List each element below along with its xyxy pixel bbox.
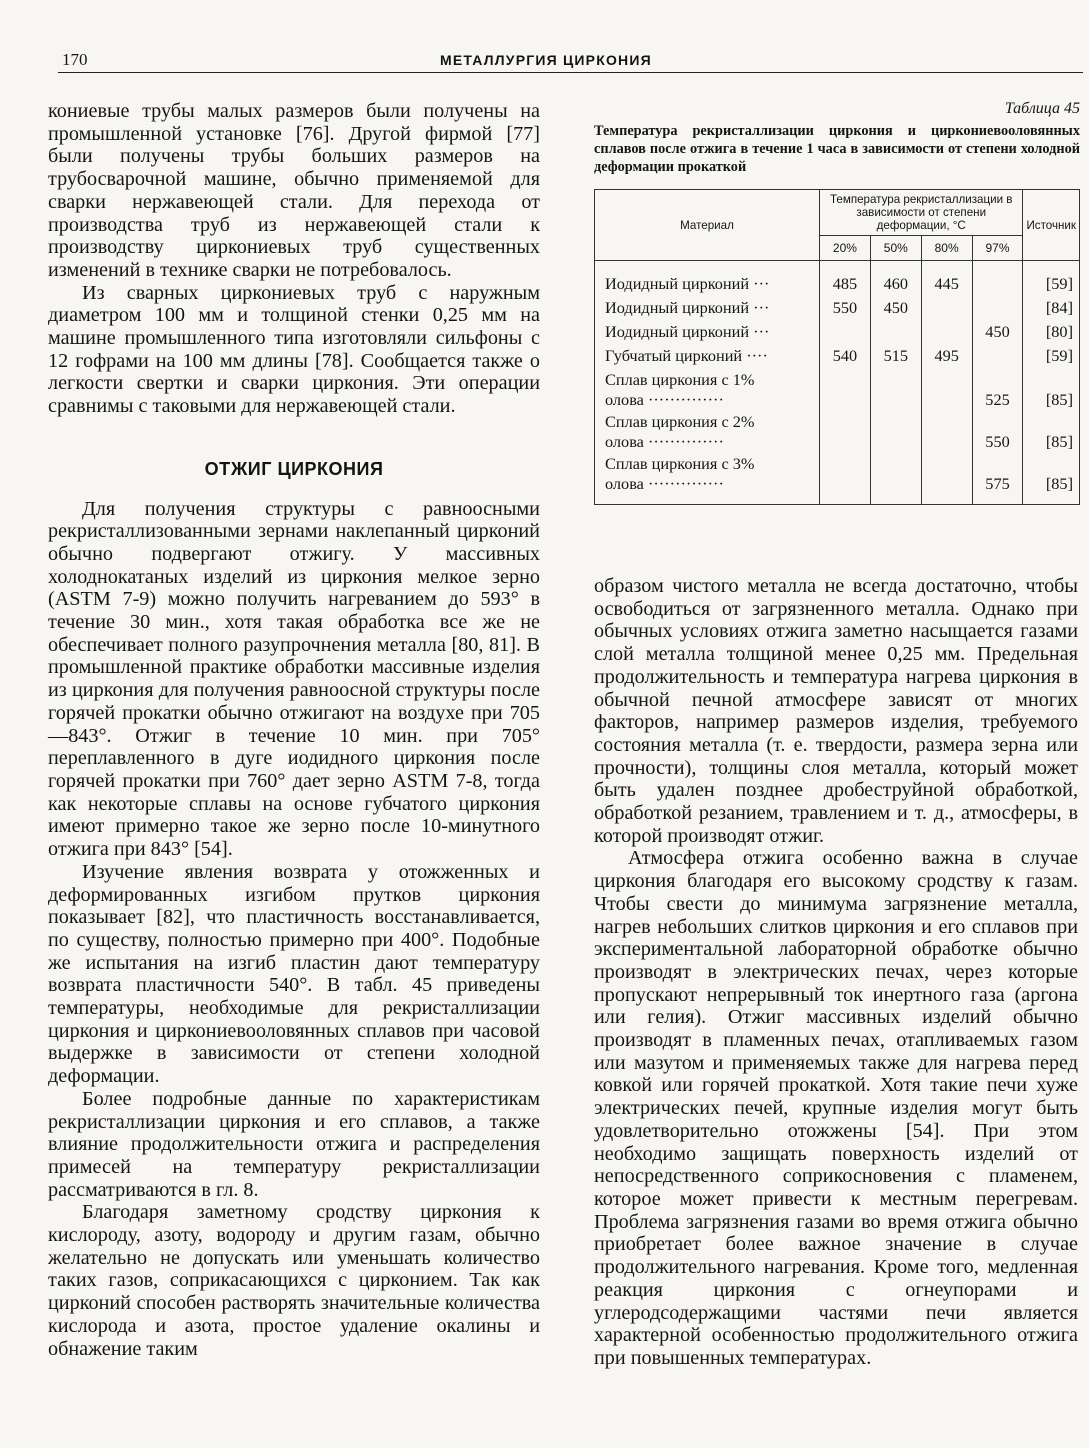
material-cell [595,321,820,345]
header-deformation: 80% [921,236,972,261]
header-material: Материал [595,190,820,261]
table-row [595,369,1080,411]
table-row [595,453,1080,505]
material-cell [595,345,820,369]
material-cell [595,453,820,505]
temperature-cell [870,453,921,505]
material-cell [595,369,820,411]
table-row [595,261,1080,298]
temperature-cell: 450 [870,297,921,321]
temperature-cell: 495 [921,345,972,369]
table-row [595,297,1080,321]
material-cell [595,297,820,321]
temperature-cell [972,297,1023,321]
temperature-cell [921,411,972,453]
header-deformation: 50% [870,236,921,261]
page-header [40,44,1080,74]
recrystallization-table [594,189,1080,505]
temperature-cell: 540 [820,345,871,369]
section-heading: ОТЖИГ ЦИРКОНИЯ [204,458,384,479]
temperature-cell [972,345,1023,369]
source-cell: [84] [1023,297,1080,321]
header-deformation: 97% [972,236,1023,261]
temperature-cell [921,453,972,505]
material-line: олова ·············· [605,432,724,451]
temperature-cell [820,321,871,345]
paragraph: образом чистого металла не всегда достаточно, чтобы освободиться от загрязненного металла. Однако при обычных условиях отжига заметно насыщается газами слой металла толщиной менее 0,25 мм. Предельная продолжительность и температура нагрева циркония в обычной печной атмосфере зависят от многих факторов, например размеров изделия, требуемого состояния металла (т. е. твердости, размера зерна или прочности), толщины слоя металла, который может быть удален позднее дробеструйной обработкой, обработкой резанием, травлением и т. д., атмосферы, в которой производят отжиг. [594,575,1078,847]
material-line: Иодидный цирконий ··· [605,298,770,317]
source-cell: [80] [1023,321,1080,345]
paragraph: Атмосфера отжига особенно важна в случае циркония благодаря его высокому сродству к газам. Чтобы свести до минимума загрязнение металла, нагрев небольших слитков циркония и его сплавов при экспериментальной лабораторной обработке обычно производят в электрических печах, через которые пропускают непрерывный ток инертного газа (аргона или гелия). Отжиг массивных изделий обычно производят в пламенных печах, отапливаемых газом или мазутом и применяемых также для нагрева перед ковкой или горячей прокаткой. Хотя такие печи хуже электрических печей, крупные изделия могут быть удовлетворительно отожжены [54]. При этом необходимо защищать поверхность изделий от непосредственного соприкосновения с пламенем, которое может привести к местным перегревам. Проблема загрязнения газами во время отжига обычно приобретает более важное значение в случае продолжительного нагревания. Кроме того, медленная реакция циркония с огнеупорами и углеродсодержащими частями печи является характерной особенностью продолжительного отжига при повышенных температурах. [594,847,1078,1369]
source-cell: [59] [1023,261,1080,298]
table-row [595,345,1080,369]
paragraph: Для получения структуры с равноосными рекристаллизованными зернами наклепанный цирконий обычно подвергают отжигу. У массивных холоднокатаных изделий из циркония мелкое зерно (ASTM 7-9) можно получить нагреванием до 593° в течение 30 мин., хотя такая обработка все же не обеспечивает полного разупрочнения металла [80, 81]. В промышленной практике обработки массивные изделия из циркония для получения равноосной структуры после горячей прокатки обычно отжигают на воздухе при 705—843°. Отжиг в течение 10 мин. при 705° переплавленного в дуге иодидного циркония после горячей прокатки при 760° дает зерно ASTM 7-8, тогда как некоторые сплавы на основе губчатого циркония имеют примерно такое же зерно после 10-минутного отжига при 843° [54]. [48,497,540,861]
source-cell: [85] [1023,369,1080,411]
table-row [595,411,1080,453]
material-line: Сплав циркония с 1% [605,370,755,389]
material-line: Сплав циркония с 2% [605,412,755,431]
table-block [594,100,1080,505]
material-line: олова ·············· [605,390,724,409]
right-column [594,575,1078,1370]
temperature-cell [870,321,921,345]
source-cell: [85] [1023,411,1080,453]
material-line: Иодидный цирконий ··· [605,322,770,341]
temperature-cell: 460 [870,261,921,298]
table-body [595,261,1080,505]
material-line: Сплав циркония с 3% [605,454,755,473]
table-row [595,321,1080,345]
temperature-cell [820,369,871,411]
temperature-cell: 515 [870,345,921,369]
page-number: 170 [62,50,88,69]
header-rule [58,72,1083,73]
temperature-cell: 450 [972,321,1023,345]
table-label: Таблица 45 [1004,100,1080,117]
material-cell [595,411,820,453]
temperature-cell [921,321,972,345]
paragraph: Благодаря заметному сродству циркония к кислороду, азоту, водороду и другим газам, обычно желательно не допускать или уменьшать количество таких газов, соприкасающихся с цирконием. Так как цирконий способен растворять значительные количества кислорода и азота, простое удаление окалины и обнажение таким [48,1201,540,1360]
running-title: МЕТАЛЛУРГИЯ ЦИРКОНИЯ [440,52,652,68]
paragraph: Из сварных циркониевых труб с наружным диаметром 100 мм и толщиной стенки 0,25 мм на машине промышленного типа изготовляли сильфоны с 12 гофрами на 100 мм длины [78]. Сообщается также о легкости свертки и сварки циркония. Эти операции сравнимы с таковыми для нержавеющей стали. [48,281,540,418]
paragraph: Изучение явления возврата у отожженных и деформированных изгибом прутков циркония показывает [82], что пластичность восстанавливается, по существу, полностью примерно при 400°. Подобные же испытания на изгиб пластин дают температуру возврата пластичности 540°. В табл. 45 приведены температуры, необходимые для рекристаллизации циркония и циркониевооловянных сплавов при часовой выдержке в зависимости от степени холодной деформации. [48,860,540,1088]
source-cell: [85] [1023,453,1080,505]
material-line: Губчатый цирконий ···· [605,346,768,365]
header-deformation: 20% [820,236,871,261]
temperature-cell: 525 [972,369,1023,411]
temperature-cell [972,261,1023,298]
left-column [48,100,540,1360]
temperature-cell: 575 [972,453,1023,505]
temperature-cell [820,411,871,453]
temperature-cell [870,369,921,411]
material-line: Иодидный цирконий ··· [605,274,770,293]
temperature-cell [870,411,921,453]
temperature-cell [921,297,972,321]
header-temperature: Температура рекристаллизации в зависимости от степени деформации, °С [820,190,1023,236]
source-cell: [59] [1023,345,1080,369]
temperature-cell [921,369,972,411]
material-line: олова ·············· [605,474,724,493]
temperature-cell [820,453,871,505]
material-cell [595,261,820,298]
temperature-cell: 445 [921,261,972,298]
temperature-cell: 550 [972,411,1023,453]
temperature-cell: 485 [820,261,871,298]
table-caption: Температура рекристаллизации циркония и циркониевооловянных сплавов после отжига в течение 1 часа в зависимости от степени холодной деформации прокаткой [594,123,1080,175]
header-source: Источник [1023,190,1080,261]
temperature-cell: 550 [820,297,871,321]
paragraph: Более подробные данные по характеристикам рекристаллизации циркония и его сплавов, а также влияние продолжительности отжига и распределения примесей на температуру рекристаллизации рассматриваются в гл. 8. [48,1087,540,1201]
paragraph: кониевые трубы малых размеров были получены на промышленной установке [76]. Другой фирмой [77] были получены трубы больших размеров на трубосварочной машине, обычно применяемой для сварки нержавеющей стали. Для перехода от производства труб из нержавеющей стали к производству циркониевых труб существенных изменений в технике сварки не потребовалось. [48,100,540,281]
